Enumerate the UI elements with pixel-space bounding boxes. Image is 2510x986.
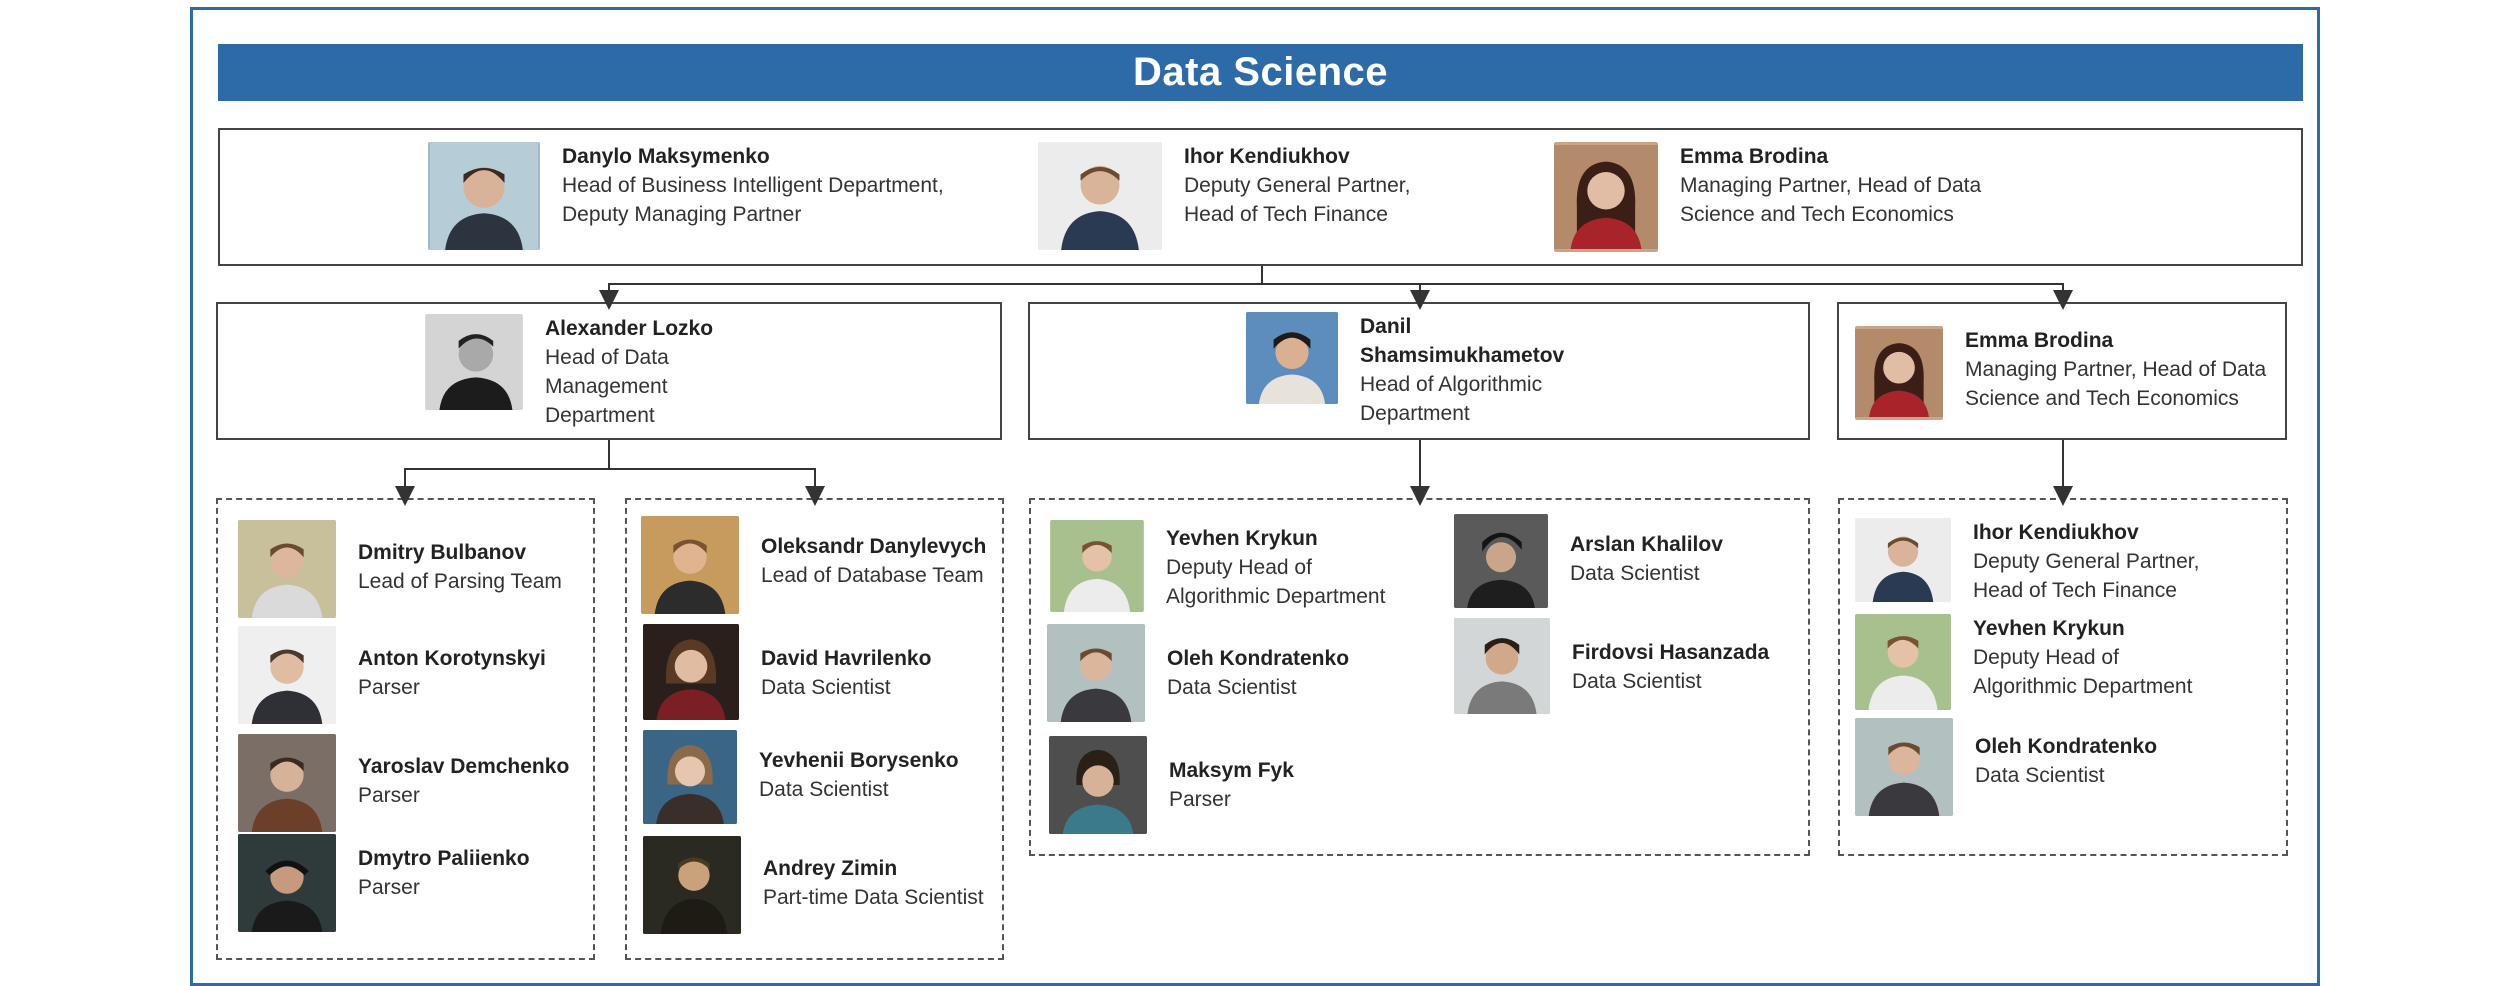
person-name: Arslan Khalilov [1570,533,1723,556]
team-member [1047,624,1407,722]
person-card [428,142,972,250]
person-role: Deputy General Partner, Head of Tech Finance [1184,174,1411,226]
team-member [1050,520,1406,612]
avatar [643,730,737,824]
person-card [1246,312,1590,428]
person-role: Head of Business Intelligent Department, Deputy Managing Partner [562,174,944,226]
person-role: Data Scientist [759,778,889,801]
avatar [1038,142,1162,250]
person-name: Emma Brodina [1965,329,2114,352]
person-info [1973,518,2213,605]
person-role: Head of Data Management Department [545,346,669,427]
person-name: Andrey Zimin [763,857,898,880]
person-info [562,142,972,229]
person-card [425,314,715,430]
person-name: Yevhen Krykun [1973,617,2125,640]
person-role: Head of Algorithmic Department [1360,373,1543,425]
avatar [238,626,336,724]
avatar [1047,624,1145,722]
person-name: Dmitry Bulbanov [358,541,527,564]
avatar [1855,614,1951,710]
person-info [1169,756,1409,814]
person-role: Lead of Parsing Team [358,570,562,593]
person-role: Managing Partner, Head of Data Science and Tech Economics [1965,358,2267,410]
person-card [1038,142,1444,250]
team-member [1049,736,1409,834]
avatar [1454,618,1550,714]
person-info [1360,312,1590,428]
team-member [643,624,1001,720]
person-role: Data Scientist [1167,676,1297,699]
person-role: Part-time Data Scientist [763,886,984,909]
person-role: Data Scientist [761,676,891,699]
person-role: Data Scientist [1570,562,1700,585]
avatar [1049,736,1147,834]
person-role: Parser [358,876,420,899]
team-member [1855,718,2215,816]
person-name: Dmytro Paliienko [358,847,530,870]
person-role: Parser [358,676,420,699]
person-name: David Havrilenko [761,647,932,670]
avatar [428,142,540,250]
person-name: Danil Shamsimukhametov [1360,315,1565,367]
person-info [358,844,598,902]
page-title: Data Science [218,44,2303,101]
person-name: Emma Brodina [1680,145,1829,168]
person-name: Ihor Kendiukhov [1184,145,1350,168]
team-member [238,834,598,932]
person-info [1973,614,2213,701]
avatar [1454,514,1548,608]
person-name: Alexander Lozko [545,317,714,340]
team-member [1855,614,2213,710]
person-info [1975,732,2215,790]
person-name: Oleh Kondratenko [1167,647,1350,670]
team-member [641,516,1001,614]
person-name: Yaroslav Demchenko [358,755,570,778]
person-info [358,644,598,702]
person-card [1855,326,2295,420]
team-member [643,730,999,824]
person-role: Deputy General Partner, Head of Tech Finance [1973,550,2200,602]
person-info [1167,644,1407,702]
person-name: Maksym Fyk [1169,759,1294,782]
team-member [643,836,1003,934]
avatar [1246,312,1338,404]
person-info [358,538,598,596]
person-info [1965,326,2295,413]
avatar [1855,326,1943,420]
person-name: Anton Korotynskyi [358,647,546,670]
person-role: Lead of Database Team [761,564,984,587]
person-role: Managing Partner, Head of Data Science and Tech Economics [1680,174,1982,226]
team-member [238,626,598,724]
person-info [1680,142,2010,229]
person-info [358,752,598,810]
person-name: Danylo Maksymenko [562,145,770,168]
person-name: Firdovsi Hasanzada [1572,641,1770,664]
person-name: Oleh Kondratenko [1975,735,2158,758]
person-info [1570,530,1810,588]
person-name: Oleksandr Danylevych [761,535,987,558]
team-member [1454,618,1812,714]
team-member [1855,518,2213,605]
avatar [1855,518,1951,602]
person-name: Yevhen Krykun [1166,527,1318,550]
team-member [1454,514,1810,608]
avatar [238,834,336,932]
person-name: Yevhenii Borysenko [759,749,959,772]
avatar [1554,142,1658,252]
person-info [761,532,1001,590]
person-role: Data Scientist [1572,670,1702,693]
team-member [238,520,598,618]
team-member [238,734,598,832]
person-info [1184,142,1444,229]
person-role: Deputy Head of Algorithmic Department [1166,556,1386,608]
avatar [425,314,523,410]
person-role: Deputy Head of Algorithmic Department [1973,646,2193,698]
avatar [1855,718,1953,816]
person-role: Parser [1169,788,1231,811]
person-role: Data Scientist [1975,764,2105,787]
person-info [1572,638,1812,696]
avatar [238,734,336,832]
person-info [763,854,1003,912]
person-info [1166,524,1406,611]
person-card [1554,142,2010,252]
avatar [641,516,739,614]
avatar [238,520,336,618]
person-info [761,644,1001,702]
avatar [643,836,741,934]
avatar [643,624,739,720]
avatar [1050,520,1144,612]
person-name: Ihor Kendiukhov [1973,521,2139,544]
person-role: Parser [358,784,420,807]
person-info [545,314,715,430]
person-info [759,746,999,804]
